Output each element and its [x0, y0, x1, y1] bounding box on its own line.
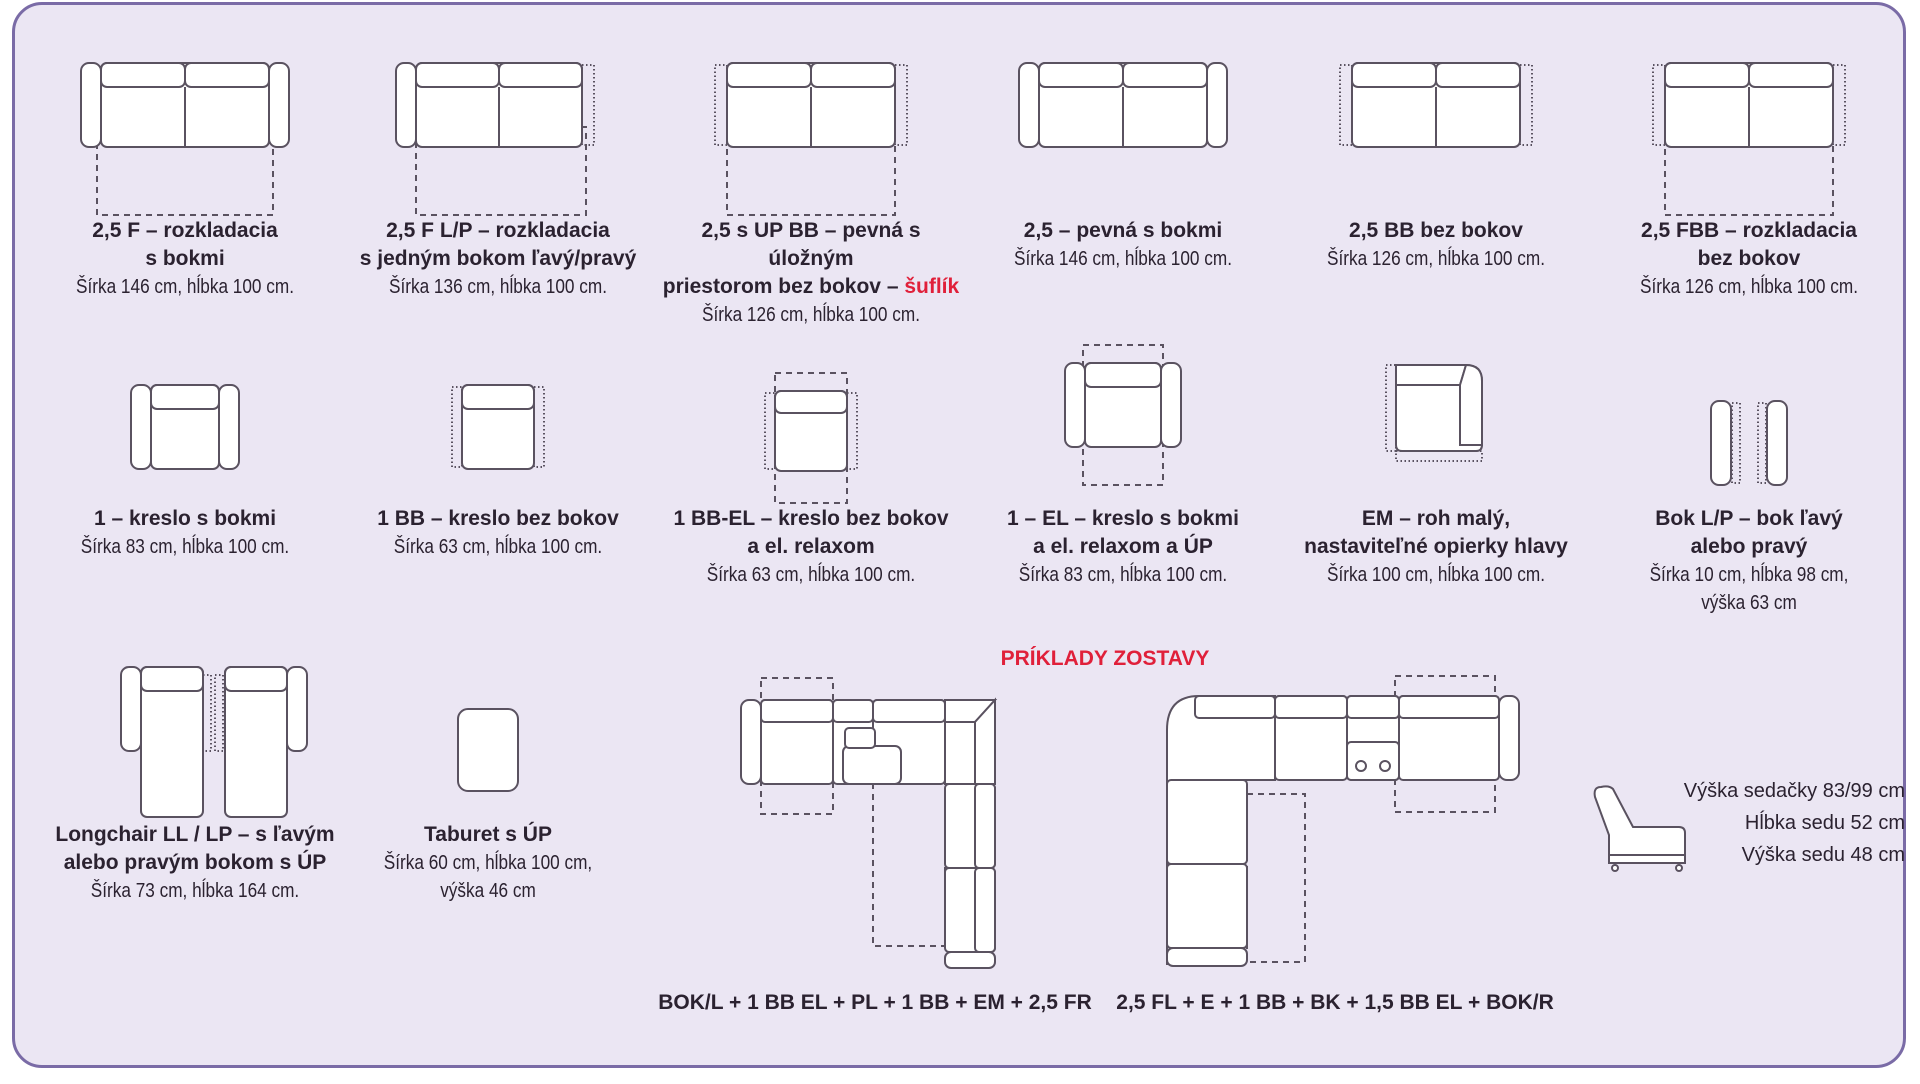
item-title-line2: bez bokov: [1697, 247, 1801, 270]
item-title-line2: a el. relaxom a ÚP: [1033, 535, 1213, 558]
item-spec: Šírka 63 cm, hĺbka 100 cm.: [393, 536, 603, 558]
item-spec: Šírka 146 cm, hĺbka 100 cm.: [1014, 248, 1232, 270]
item-title: Bok L/P – bok ľavý: [1655, 507, 1843, 530]
sofa-2-5-f-lp-icon: [388, 57, 608, 217]
item-title-line2: alebo pravý: [1690, 535, 1808, 558]
item-title: 2,5 – pevná s bokmi: [1023, 219, 1223, 242]
suflik-highlight: šuflík: [904, 275, 960, 298]
item-2-5-bb: [1286, 57, 1586, 273]
item-title: 1 – kreslo s bokmi: [93, 507, 277, 530]
corner-em-icon: [1326, 345, 1546, 505]
item-spec-line2: výška 63 cm: [1701, 592, 1797, 614]
title-part: priestorom bez bokov –: [662, 275, 905, 298]
item-spec: Šírka 60 cm, hĺbka 100 cm,: [383, 852, 593, 874]
item-1-el: [973, 345, 1273, 589]
sofa-2-5-up-bb-icon: [701, 57, 921, 217]
item-title: Taburet s ÚP: [424, 823, 552, 846]
seat-depth-text: Hĺbka sedu 52 cm: [1744, 812, 1905, 834]
item-title: EM – roh malý,: [1361, 507, 1511, 530]
combos-title: PRÍKLADY ZOSTAVY: [1000, 647, 1210, 670]
item-spec: Šírka 136 cm, hĺbka 100 cm.: [389, 276, 607, 298]
item-1-bb-el: [661, 345, 961, 589]
combo-left-label: BOK/L + 1 BB EL + PL + 1 BB + EM + 2,5 FR: [658, 991, 1092, 1014]
item-spec: Šírka 63 cm, hĺbka 100 cm.: [706, 564, 916, 586]
item-title-line2: nastaviteľné opierky hlavy: [1304, 535, 1568, 558]
item-2-5-f-lp: [348, 57, 648, 301]
item-2-5: [973, 57, 1273, 273]
item-title: 1 BB-EL – kreslo bez bokov: [673, 507, 949, 530]
item-spec-line2: výška 46 cm: [440, 880, 536, 902]
sofa-2-5-f-icon: [75, 57, 295, 217]
item-spec: Šírka 83 cm, hĺbka 100 cm.: [80, 536, 290, 558]
item-title: 2,5 F – rozkladacia: [92, 219, 278, 242]
side-arm-lp-icon: [1639, 345, 1859, 505]
item-title-line2: alebo pravým bokom s ÚP: [63, 851, 327, 874]
combo-right-drawing: [1155, 670, 1535, 990]
item-longchair: [45, 661, 345, 905]
catalog-panel: [12, 2, 1906, 1068]
sofa-2-5-fbb-icon: [1639, 57, 1859, 217]
item-1: [35, 345, 335, 561]
item-taburet: [338, 661, 638, 905]
taburet-icon: [378, 661, 598, 821]
combo-right-label: 2,5 FL + E + 1 BB + BK + 1,5 BB EL + BOK/R: [1116, 991, 1554, 1014]
item-title: 1 BB – kreslo bez bokov: [377, 507, 619, 530]
item-title-line2: [661, 273, 961, 301]
item-spec: Šírka 10 cm, hĺbka 98 cm,: [1649, 564, 1849, 586]
item-title: 1 – EL – kreslo s bokmi: [1007, 507, 1239, 530]
item-title: 2,5 FBB – rozkladacia: [1641, 219, 1857, 242]
combo-left-drawing: [725, 670, 1045, 970]
item-em: [1286, 345, 1586, 589]
seat-height-text: Výška sedačky 83/99 cm: [1683, 780, 1905, 802]
armchair-1-icon: [75, 345, 295, 505]
sofa-2-5-icon: [1013, 57, 1233, 217]
item-spec: Šírka 83 cm, hĺbka 100 cm.: [1018, 564, 1228, 586]
item-title: 2,5 BB bez bokov: [1349, 219, 1523, 242]
sofa-2-5-bb-icon: [1326, 57, 1546, 217]
item-spec: Šírka 126 cm, hĺbka 100 cm.: [702, 304, 920, 326]
armchair-1-bb-el-icon: [701, 345, 921, 505]
item-bok-lp: [1599, 345, 1899, 617]
item-title-line2: s jedným bokom ľavý/pravý: [359, 247, 637, 270]
item-1-bb: [348, 345, 648, 561]
item-2-5-up-bb: [661, 57, 961, 329]
dimensions-info: [1675, 775, 1905, 871]
item-spec: Šírka 73 cm, hĺbka 164 cm.: [90, 880, 300, 902]
item-spec: Šírka 126 cm, hĺbka 100 cm.: [1640, 276, 1858, 298]
armchair-1-bb-icon: [388, 345, 608, 505]
armchair-1-el-icon: [1013, 345, 1233, 505]
item-spec: Šírka 100 cm, hĺbka 100 cm.: [1327, 564, 1545, 586]
item-spec: Šírka 146 cm, hĺbka 100 cm.: [76, 276, 294, 298]
sit-height-text: Výška sedu 48 cm: [1741, 844, 1905, 866]
item-title: 2,5 s UP BB – pevná s úložným: [701, 219, 921, 270]
item-2-5-f: [35, 57, 335, 301]
longchair-icon: [85, 661, 305, 821]
item-spec: Šírka 126 cm, hĺbka 100 cm.: [1327, 248, 1545, 270]
item-2-5-fbb: [1599, 57, 1899, 301]
item-title-line2: s bokmi: [145, 247, 225, 270]
item-title: Longchair LL / LP – s ľavým: [55, 823, 335, 846]
item-title-line2: a el. relaxom: [747, 535, 875, 558]
item-title: 2,5 F L/P – rozkladacia: [386, 219, 610, 242]
